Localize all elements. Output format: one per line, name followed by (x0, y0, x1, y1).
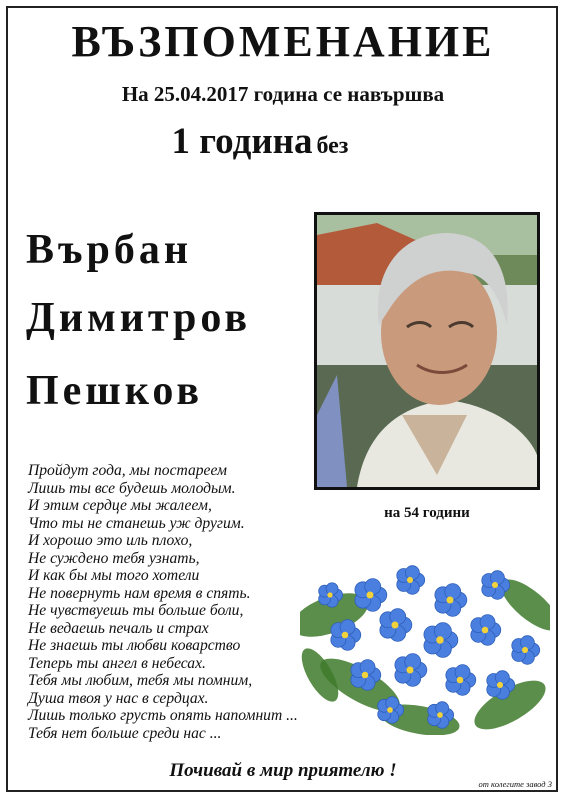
poem-line: Что ты не станешь уж другим. (28, 514, 245, 532)
flower (435, 584, 467, 617)
poem-line: Не чувствуешь ты больше боли, (28, 602, 244, 619)
flower (471, 615, 501, 646)
poem-line: Душа твоя у нас в сердцах. (28, 689, 209, 707)
years-count: 1 година (171, 121, 313, 162)
anniversary-date-line: На 25.04.2017 година се навършва (121, 82, 445, 106)
poem-line: Теперь ты ангел в небесах. (28, 654, 206, 672)
poem-line: Пройдут года, мы постареем (28, 462, 227, 479)
poem-line: Не повернуть нам время в спять. (28, 584, 251, 602)
flower (424, 623, 458, 658)
forget-me-not-flowers (300, 555, 550, 735)
flowers-illustration (300, 555, 550, 735)
poem-line: Не знаешь ты любви коварство (28, 637, 241, 654)
poem-line: Тебя мы любим, тебя мы помним, (28, 672, 253, 689)
flower (331, 620, 361, 651)
middle-name: Димитров (26, 295, 252, 341)
poem-line: Тебя нет больше среди нас ... (28, 724, 222, 742)
first-name: Върбан (26, 227, 193, 273)
poem-line: Лишь только грусть опять напомнит ... (28, 707, 298, 724)
poem-line: И хорошо это иль плохо, (28, 532, 193, 549)
flower (355, 579, 387, 612)
years-line (0, 120, 520, 163)
years-suffix: без (316, 133, 349, 159)
page-title: ВЪЗПОМЕНАНИЕ (71, 17, 495, 66)
flower (380, 609, 412, 642)
flower (512, 636, 540, 665)
poem (28, 462, 298, 742)
flower (446, 665, 476, 696)
signature: от колегите завод 3 (478, 779, 552, 789)
poem-line: И этим сердце мы жалеем, (28, 497, 212, 514)
poem-line: Не ведаешь печаль и страх (28, 619, 209, 637)
portrait-illustration (317, 215, 537, 487)
closing-line: Почивай в мир приятелю ! (169, 760, 397, 781)
last-name: Пешков (26, 368, 204, 414)
poem-line: Не суждено тебя узнать, (28, 549, 200, 567)
flower (397, 566, 425, 595)
portrait-photo (314, 212, 540, 490)
poem-line: Лишь ты все будешь молодым. (28, 479, 236, 497)
flower (395, 654, 427, 687)
age-caption: на 54 години (384, 505, 470, 521)
poem-line: И как бы мы того хотели (28, 567, 200, 584)
